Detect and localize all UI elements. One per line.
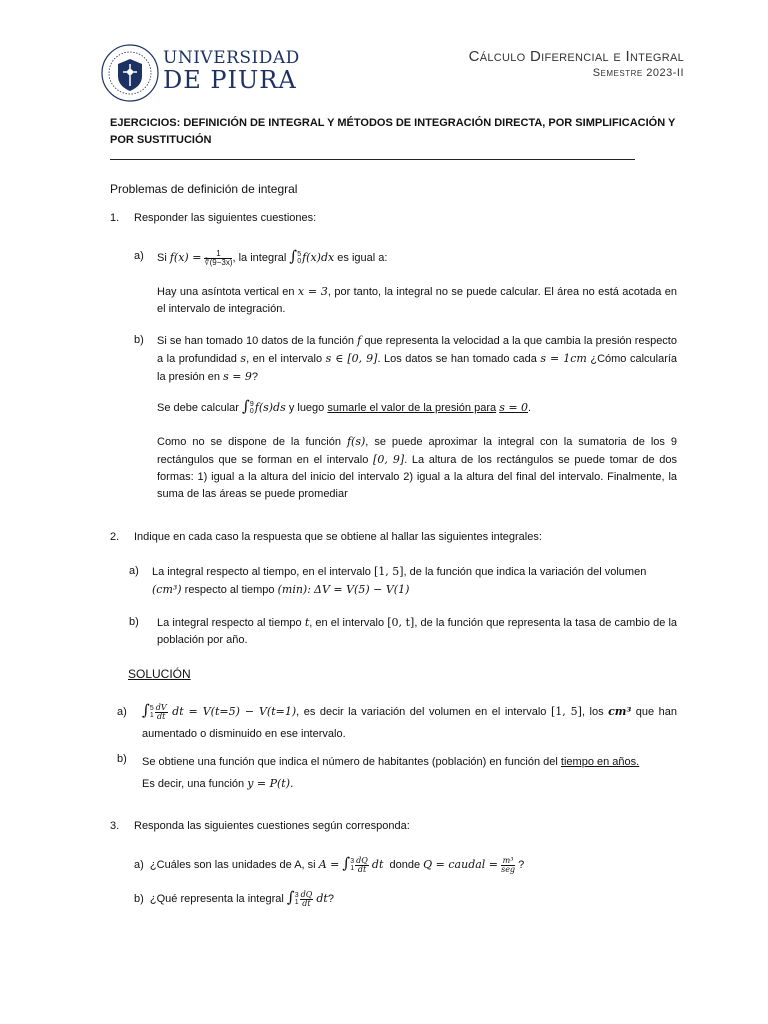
solution-heading: SOLUCIÓN: [128, 667, 191, 681]
sol-b-label: b): [117, 753, 127, 765]
q1a-fx: f(x) =: [169, 251, 202, 264]
sol-a-t3: que han aumentado o disminuido en ese intervalo.: [142, 706, 677, 740]
q1b-t6: ?: [251, 371, 259, 383]
sol-b-yPt: y = P(t).: [247, 777, 294, 790]
q3a-units-fraction: [501, 857, 515, 874]
q3a-frac-den: dt: [357, 864, 367, 874]
integral-sign: ∫: [286, 888, 295, 906]
q2a-dV: ΔV = V(5) − V(1): [314, 583, 410, 596]
q1a-pre: Si: [157, 252, 167, 264]
q1b-t2: que representa la velocidad a la que cambia la presión respecto a la profundidad: [157, 335, 677, 365]
q2a-cm3: (cm³): [152, 583, 182, 596]
course-title: Cálculo Diferencial e Integral: [468, 48, 684, 65]
sol-b-text: [142, 751, 677, 795]
sol-a-t1: , es decir la variación del volumen en el intervalo: [296, 706, 547, 718]
q2a-t2: , de la función que indica la variación del volumen: [403, 566, 647, 578]
q3a-limits: [350, 858, 354, 872]
q1b-f: f: [357, 334, 362, 347]
q2b-interval: [0, t]: [387, 616, 415, 629]
university-seal-logo: [100, 42, 160, 104]
q1b-ans1-pre: Se debe calcular: [157, 402, 239, 414]
q1a-fraction: [204, 250, 232, 267]
q3b-lower: 1: [294, 899, 299, 907]
section-heading: Problemas de definición de integral: [110, 182, 298, 196]
q3a-upper: 3: [350, 858, 355, 866]
q1b-t3: , en el intervalo: [246, 353, 323, 365]
sol-a-fraction: [155, 704, 168, 721]
q3b-fraction: [300, 891, 314, 908]
q1a-integrand: f(x)dx: [302, 251, 335, 264]
university-name-line1: UNIVERSIDAD: [163, 48, 300, 68]
q3b-frac-den: dt: [302, 898, 311, 908]
q3a-fraction: [355, 857, 369, 874]
q3b-t1: ¿Qué representa la integral: [149, 893, 284, 905]
q3a-t2: donde: [389, 859, 421, 871]
university-name: [163, 48, 300, 94]
q3a-lower: 1: [350, 865, 355, 873]
q1b-interval: s ∈ [0, 9]: [325, 352, 378, 365]
integral-sign: ∫: [342, 854, 351, 872]
q1b-s0: s = 0: [499, 401, 529, 414]
q2b-t: t: [304, 616, 310, 629]
q1b-answer2: [157, 433, 677, 503]
q1b-question: [157, 332, 677, 386]
sol-a-frac-num: dV: [155, 702, 167, 712]
sol-a-limits: [150, 705, 154, 719]
q3a-seg: seg: [501, 864, 516, 874]
q3b-limits: [295, 892, 299, 906]
university-name-line2: DE PIURA: [163, 66, 297, 94]
q1a-label: a): [134, 250, 144, 262]
q2-text: Indique en cada caso la respuesta que se obtiene al hallar las siguientes integrales:: [134, 531, 542, 543]
q2a-min: (min):: [277, 583, 311, 596]
document-title: EJERCICIOS: DEFINICIÓN DE INTEGRAL Y MÉTODOS DE INTEGRACIÓN DIRECTA, POR SIMPLIFICACIÓN Y POR SUSTITUCIÓN: [110, 117, 676, 146]
q1b-ans2-post2: . La altura de los rectángulos se puede tomar de dos formas: 1) igual a la altura del inicio del intervalo 2) igual a la altura del final del intervalo. Finalmente, la suma de las áreas se puede promediar: [157, 454, 677, 500]
q3a-t1: ¿Cuáles son las unidades de A, si: [149, 859, 316, 871]
q1b-ans1-mid: y luego: [288, 402, 325, 414]
q1b-label: b): [134, 334, 144, 346]
q3-text: Responda las siguientes cuestiones según corresponda:: [134, 820, 410, 832]
q1b-upper: 9: [249, 401, 254, 409]
q2a-label: a): [129, 565, 139, 577]
q1a-limits: [297, 251, 301, 265]
q3b-dt: dt: [316, 892, 328, 905]
q1a-post: es igual a:: [337, 252, 388, 264]
q1a-x3: x = 3: [297, 285, 328, 298]
integral-sign: ∫: [289, 247, 298, 265]
q1b-1cm: s = 1cm: [540, 352, 587, 365]
q3b-label: b): [134, 893, 144, 905]
sol-b-t2: Es decir, una función: [142, 778, 245, 790]
q2b-label: b): [129, 616, 139, 628]
q2a-interval: [1, 5]: [373, 565, 404, 578]
sol-b-t1: Se obtiene una función que indica el número de habitantes (población) en función del: [142, 756, 558, 768]
course-header: [469, 48, 684, 79]
sol-b-underlined: tiempo en años.: [560, 756, 640, 768]
q3-number: 3.: [110, 820, 120, 832]
sol-a-interval: [1, 5]: [550, 705, 582, 718]
semester-label: Semestre 2023-II: [592, 67, 684, 79]
q2-number: 2.: [110, 531, 120, 543]
q2b-t1: La integral respecto al tiempo: [157, 617, 302, 629]
q1b-limits: [250, 401, 254, 415]
sol-a-text: [142, 699, 677, 745]
sol-a-expr: dt = V(t=5) − V(t=1): [172, 705, 297, 718]
sol-a-upper: 5: [149, 705, 154, 713]
q3b-t2: ?: [327, 893, 334, 905]
q2b-t3: , de la función que representa la tasa de cambio de la población por año.: [157, 617, 678, 646]
q1b-interval09: [0, 9]: [373, 453, 405, 466]
sol-a-t2: , los: [581, 706, 604, 718]
q3a-frac-num: dQ: [356, 855, 368, 865]
q1b-ans2-post: , se puede aproximar la integral con la sumatoria de los 9 rectángulos que se forman en el intervalo: [157, 436, 677, 466]
q3a-label: a): [134, 859, 144, 871]
sol-a-frac-den: dt: [157, 711, 166, 721]
q2b-question: [157, 614, 677, 649]
q1a-question: [157, 246, 387, 268]
sol-a-lower: 1: [149, 712, 154, 720]
q1a-ans-pre: Hay una asíntota vertical en: [157, 286, 295, 298]
integral-sign: ∫: [142, 701, 150, 719]
q1b-t4: . Los datos se han tomado cada: [377, 353, 537, 365]
sol-a-cm3: cm³: [608, 705, 632, 718]
sol-a-label: a): [117, 706, 127, 718]
q2a-t3: respecto al tiempo: [184, 584, 275, 596]
title-divider: [110, 159, 635, 160]
q1b-s9: s = 9: [223, 370, 252, 383]
q1b-t5: ¿Cómo calcularía la presión en: [157, 353, 678, 383]
q1b-lower: 0: [249, 408, 254, 416]
q3a-t3: ?: [518, 859, 525, 871]
q3b-upper: 3: [294, 892, 299, 900]
q1a-frac-num: 1: [204, 250, 232, 259]
q1b-answer1: Se debe calcular ∫ 9 0 f(s)ds y luego sumarle el valor de la presión para s = 0.: [157, 397, 532, 416]
q3a-question: [134, 852, 524, 876]
q1b-ans1-underlined: sumarle el valor de la presión para: [327, 402, 497, 414]
q3b-question: [134, 886, 334, 910]
q3a-dt: dt: [371, 858, 384, 871]
q2b-t2: , en el intervalo: [309, 617, 385, 629]
q3a-A: A =: [318, 858, 340, 871]
q1b-fs: f(s): [346, 435, 366, 448]
q2a-question: [152, 563, 677, 599]
q1b-integrand: f(s)ds: [254, 401, 286, 414]
q1b-ans2-pre: Como no se dispone de la función: [157, 436, 341, 448]
q1-text: Responder las siguientes cuestiones:: [134, 212, 317, 224]
q3b-frac-num: dQ: [300, 889, 313, 899]
q1a-upper: 5: [297, 251, 302, 259]
q1a-answer: [157, 283, 677, 318]
q2a-t1: La integral respecto al tiempo, en el intervalo: [152, 566, 371, 578]
q1a-ans-mid: , por tanto, la integral no se puede calcular. El área no está acotada en el intervalo de integración.: [157, 286, 677, 315]
q1b-s: s: [240, 352, 247, 365]
q1a-mid: , la integral: [232, 252, 287, 264]
q1a-lower: 0: [297, 258, 302, 266]
q1-number: 1.: [110, 212, 120, 224]
q1a-frac-den: ∛(9−3x): [204, 257, 233, 267]
q3a-m3: m³: [502, 855, 514, 865]
q3a-Q: Q = caudal =: [423, 858, 499, 871]
q1b-t1: Si se han tomado 10 datos de la función: [157, 335, 354, 347]
integral-sign: ∫: [242, 397, 250, 415]
